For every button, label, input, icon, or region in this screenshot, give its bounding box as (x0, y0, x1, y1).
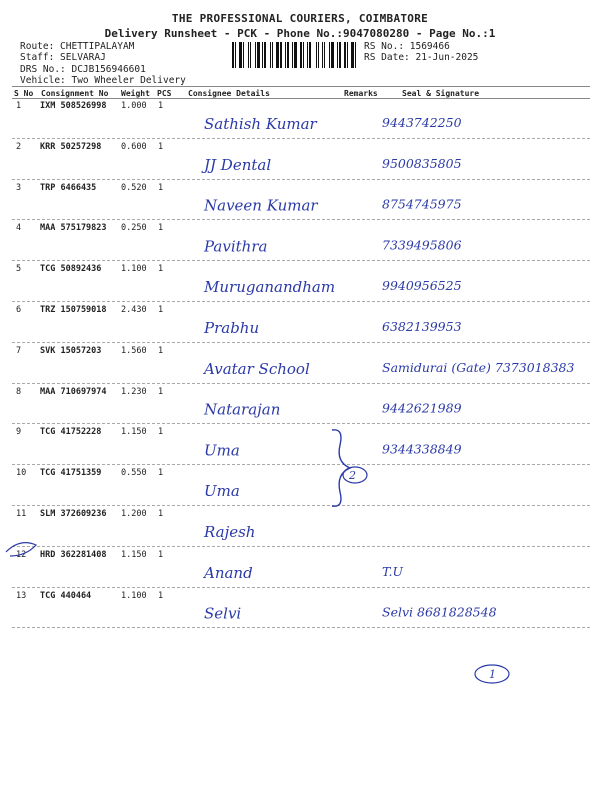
row-weight: 1.560 (121, 345, 147, 356)
row-divider (12, 546, 590, 547)
row-consignment-no: KRR 50257298 (40, 141, 102, 152)
row-consignee-handwritten: Naveen Kumar (204, 196, 318, 215)
row-pcs: 1 (158, 386, 164, 397)
row-weight: 1.000 (121, 101, 147, 111)
col-header-weight: Weight (121, 89, 150, 98)
header-rule (12, 98, 590, 99)
row-weight: 1.200 (121, 509, 147, 519)
row-weight: 1.150 (121, 427, 147, 438)
row-signature-handwritten: 8754745975 (382, 196, 462, 212)
row-consignee-handwritten: Anand (204, 563, 253, 582)
col-header-consignment: Consignment No (41, 89, 109, 98)
row-pcs: 1 (158, 264, 164, 275)
row-consignee-handwritten: Selvi (204, 604, 242, 623)
rs-date: RS Date: 21-Jun-2025 (364, 52, 479, 63)
row-sno: 7 (16, 345, 22, 356)
drs-number: DRS No.: DCJB156946601 (20, 64, 146, 75)
row-consignment-no: MAA 575179823 (40, 223, 107, 234)
row-consignment-no: HRD 362281408 (40, 549, 107, 560)
row-consignment-no: SLM 372609236 (40, 509, 107, 519)
row-pcs: 1 (158, 345, 164, 356)
row-signature-handwritten: T.U (382, 563, 404, 579)
row-consignment-no: IXM 508526998 (40, 101, 107, 111)
row-divider (12, 627, 590, 628)
page-circle (475, 665, 509, 683)
row-divider (12, 138, 590, 139)
barcode (232, 42, 357, 68)
row-divider (12, 505, 590, 506)
staff-label: Staff: SELVARAJ (20, 52, 106, 63)
row-sno: 11 (16, 509, 27, 519)
row-signature-handwritten: Samidurai (Gate) 7373018383 (382, 359, 575, 375)
route-label: Route: CHETTIPALAYAM (20, 41, 135, 52)
row-pcs: 1 (158, 468, 164, 479)
col-header-seal-signature: Seal & Signature (402, 89, 480, 98)
row-divider (12, 260, 590, 261)
row-sno: 9 (16, 427, 22, 438)
row-pcs: 1 (158, 101, 164, 111)
row-consignment-no: MAA 710697974 (40, 386, 107, 397)
rs-number: RS No.: 1569466 (364, 41, 450, 52)
runsheet-subtitle: Delivery Runsheet - PCK - Phone No.:9047080280 - Page No.:1 (104, 27, 496, 40)
row-pcs: 1 (158, 427, 164, 438)
row-sno: 13 (16, 590, 27, 601)
row-consignment-no: TRP 6466435 (40, 182, 97, 193)
row-consignee-handwritten: Sathish Kumar (204, 115, 317, 133)
row-weight: 1.100 (121, 590, 147, 601)
row-weight: 0.600 (121, 141, 147, 152)
row-sno: 1 (16, 101, 22, 111)
row-consignee-handwritten: Rajesh (204, 523, 256, 541)
row-consignee-handwritten: Muruganandham (204, 278, 336, 297)
row-consignment-no: TCG 50892436 (40, 264, 102, 275)
row-consignment-no: TCG 41752228 (40, 427, 102, 438)
row-divider (12, 587, 590, 588)
company-title: THE PROFESSIONAL COURIERS, COIMBATORE (171, 12, 429, 25)
vehicle-label: Vehicle: Two Wheeler Delivery (20, 75, 186, 86)
row-weight: 1.100 (121, 264, 147, 275)
row-weight: 0.520 (121, 182, 147, 193)
row-weight: 2.430 (121, 305, 147, 315)
row-divider (12, 423, 590, 424)
row-weight: 0.550 (121, 468, 147, 479)
row-pcs: 1 (158, 141, 164, 152)
row-divider (12, 301, 590, 302)
row-signature-handwritten: Selvi 8681828548 (382, 604, 497, 620)
row-weight: 1.230 (121, 386, 147, 397)
bracket-count: 2 (349, 469, 356, 482)
row-sno: 5 (16, 264, 22, 275)
row-consignee-handwritten: Natarajan (204, 400, 281, 419)
row-pcs: 1 (158, 590, 164, 601)
row-consignee-handwritten: JJ Dental (204, 155, 272, 174)
row-consignee-handwritten: Pavithra (204, 237, 268, 256)
row-sno: 8 (16, 386, 22, 397)
row-consignment-no: TCG 41751359 (40, 468, 102, 479)
row-sno: 2 (16, 141, 22, 152)
row-consignee-handwritten: Avatar School (204, 359, 310, 378)
row-weight: 0.250 (121, 223, 147, 234)
col-header-consignee: Consignee Details (188, 89, 270, 98)
row-signature-handwritten: 9940956525 (382, 278, 462, 294)
row-consignment-no: TRZ 150759018 (40, 305, 107, 315)
row-divider (12, 464, 590, 465)
row-weight: 1.150 (121, 549, 147, 560)
row-pcs: 1 (158, 509, 164, 519)
row-consignee-handwritten: Uma (204, 482, 240, 501)
row-sno: 4 (16, 223, 22, 234)
row-sno: 12 (16, 549, 27, 560)
row-pcs: 1 (158, 182, 164, 193)
col-header-pcs: PCS (157, 89, 172, 98)
bracket-mark (332, 430, 350, 506)
row-pcs: 1 (158, 223, 164, 234)
row-signature-handwritten: 9442621989 (382, 400, 462, 416)
bracket-circle (343, 467, 367, 483)
row-signature-handwritten: 9500835805 (382, 155, 462, 171)
row-sno: 6 (16, 305, 22, 315)
row-signature-handwritten: 7339495806 (382, 237, 462, 253)
row-divider (12, 383, 590, 384)
row-divider (12, 342, 590, 343)
row-signature-handwritten: 6382139953 (382, 319, 462, 334)
row-consignee-handwritten: Uma (204, 441, 240, 460)
row-consignee-handwritten: Prabhu (204, 319, 260, 337)
row-sno: 3 (16, 182, 22, 193)
col-header-remarks: Remarks (344, 89, 378, 98)
row-consignment-no: SVK 15057203 (40, 345, 102, 356)
row-sno: 10 (16, 468, 27, 479)
row-signature-handwritten: 9443742250 (382, 115, 462, 130)
row-pcs: 1 (158, 549, 164, 560)
row-consignment-no: TCG 440464 (40, 590, 92, 601)
row-divider (12, 179, 590, 180)
row-signature-handwritten: 9344338849 (382, 441, 462, 457)
col-header-sno: S No (14, 89, 34, 98)
table-top-rule (12, 86, 590, 87)
row-divider (12, 219, 590, 220)
page-circle-number: 1 (489, 668, 496, 681)
row-pcs: 1 (158, 305, 164, 315)
